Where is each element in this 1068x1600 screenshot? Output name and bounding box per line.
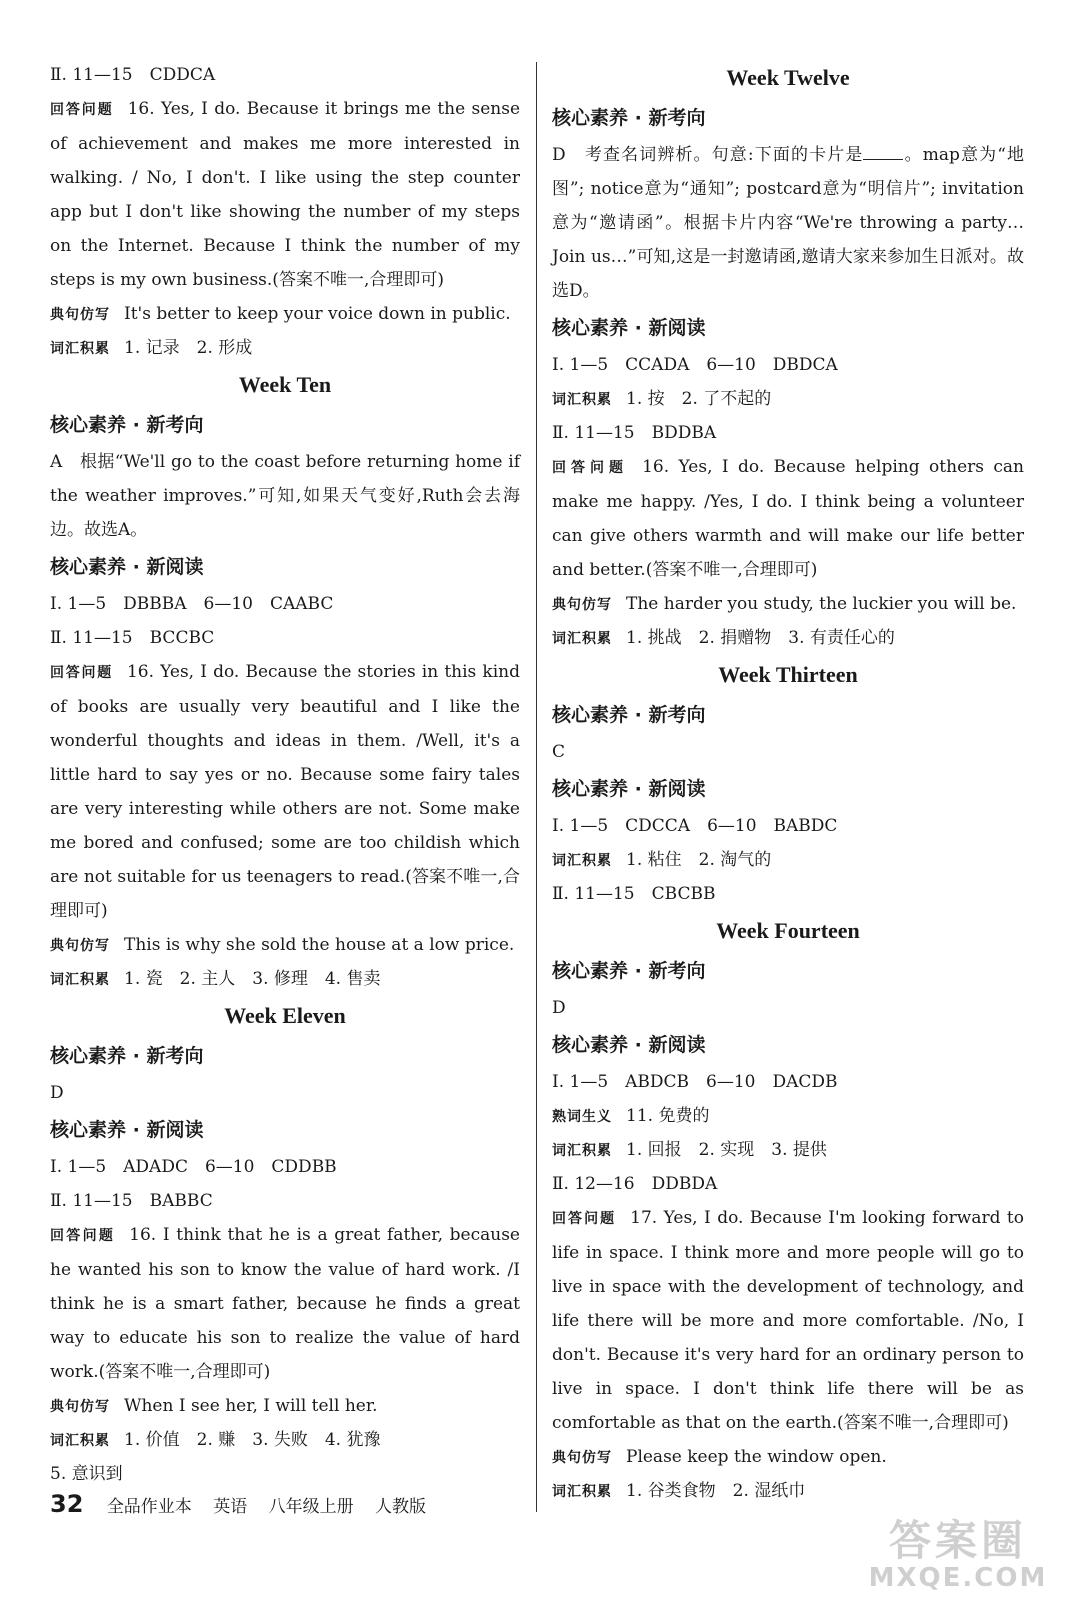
left-column xyxy=(50,58,520,1491)
column-divider xyxy=(536,62,537,1512)
answer-line: 词汇积累 1. 瓷 2. 主人 3. 修理 4. 售卖 xyxy=(50,969,381,989)
answer-tag: 回答问题 xyxy=(50,665,113,681)
section-heading: 核心素养 · 新阅读 xyxy=(50,556,204,578)
subject-label: 英语 xyxy=(213,1497,248,1517)
answer-line: C xyxy=(552,742,566,762)
answer-line: D xyxy=(552,998,566,1018)
week-heading: Week Twelve xyxy=(726,65,850,90)
answer-line: 词汇积累 1. 粘住 2. 淘气的 xyxy=(552,850,772,870)
answer-line: 典句仿写 This is why she sold the house at a low price. xyxy=(50,935,515,955)
answer-line: Ⅱ. 12—16 DDBDA xyxy=(552,1174,718,1194)
section-heading: 核心素养 · 新考向 xyxy=(552,960,706,982)
answer-paragraph: 回答问题 17. Yes, I do. Because I'm looking forward to life in space. I think more and more people will go to live in space with the development of technology, and life there will be more and more comfortable. /No, I don't. Because it's very hard for an ordinary person to live in space. I don't think life there will be as comfortable as that on the earth.(答案不唯一,合理即可) xyxy=(552,1208,1024,1433)
week-heading: Week Thirteen xyxy=(718,662,858,687)
book-title: 全品作业本 xyxy=(106,1497,192,1517)
answer-paragraph: D 考查名词辨析。句意:下面的卡片是 。map意为“地图”; notice意为“通知”; postcard意为“明信片”; invitation意为“邀请函”。根据卡片内容“We're throwing a party…Join us…”可知,这是一封邀请函,邀请大家来参加生日派对。故选D。 xyxy=(552,145,1024,301)
answer-line: 典句仿写 The harder you study, the luckier you will be. xyxy=(552,594,1017,614)
answer-line: Ⅱ. 11—15 BCCBC xyxy=(50,628,215,648)
answer-paragraph: 回答问题 16. Yes, I do. Because helping others can make me happy. /Yes, I do. I think being a volunteer can give others warmth and will make our life better and better.(答案不唯一,合理即可) xyxy=(552,457,1025,580)
answer-tag: 回答问题 xyxy=(50,102,114,118)
answer-line: 词汇积累 1. 挑战 2. 捐赠物 3. 有责任心的 xyxy=(552,628,895,648)
right-column xyxy=(552,58,1024,1508)
answer-line: Ⅱ. 11—15 CDDCA xyxy=(50,65,216,85)
answer-line: Ⅰ. 1—5 DBBBA 6—10 CAABC xyxy=(50,594,334,614)
answer-line: 5. 意识到 xyxy=(50,1464,123,1484)
answer-line: 熟词生义 11. 免费的 xyxy=(552,1106,710,1126)
section-heading: 核心素养 · 新考向 xyxy=(552,704,706,726)
answer-tag: 熟词生义 xyxy=(552,1109,612,1125)
section-heading: 核心素养 · 新考向 xyxy=(552,107,706,129)
answer-line: Ⅰ. 1—5 CCADA 6—10 DBDCA xyxy=(552,355,838,375)
answer-paragraph: A 根据“We'll go to the coast before returning home if the weather improves.”可知,如果天气变好,Ruth会去海边。故选A。 xyxy=(50,452,520,540)
page-number: 32 xyxy=(50,1490,84,1518)
section-heading: 核心素养 · 新考向 xyxy=(50,414,204,436)
section-heading: 核心素养 · 新阅读 xyxy=(552,778,706,800)
answer-tag: 典句仿写 xyxy=(50,938,110,954)
answer-line: 词汇积累 1. 记录 2. 形成 xyxy=(50,338,253,358)
week-heading: Week Fourteen xyxy=(716,918,860,943)
answer-line: Ⅰ. 1—5 ADADC 6—10 CDDBB xyxy=(50,1157,337,1177)
answer-tag: 典句仿写 xyxy=(50,307,110,323)
answer-tag: 词汇积累 xyxy=(552,392,612,408)
page-footer xyxy=(50,1488,442,1520)
answer-line: 词汇积累 1. 回报 2. 实现 3. 提供 xyxy=(552,1140,827,1160)
grade-label: 八年级上册 xyxy=(268,1497,354,1517)
section-heading: 核心素养 · 新阅读 xyxy=(552,1034,706,1056)
answer-tag: 回答问题 xyxy=(552,460,629,476)
edition-label: 人教版 xyxy=(375,1497,427,1517)
answer-line: Ⅰ. 1—5 CDCCA 6—10 BABDC xyxy=(552,816,838,836)
answer-tag: 典句仿写 xyxy=(552,1450,612,1466)
section-heading: 核心素养 · 新阅读 xyxy=(50,1119,204,1141)
answer-line: 词汇积累 1. 价值 2. 赚 3. 失败 4. 犹豫 xyxy=(50,1430,381,1450)
section-heading: 核心素养 · 新考向 xyxy=(50,1045,204,1067)
answer-line: Ⅱ. 11—15 CBCBB xyxy=(552,884,716,904)
answer-tag: 词汇积累 xyxy=(552,853,612,869)
answer-paragraph: 回答问题 16. Yes, I do. Because the stories in this kind of books are usually very beautiful and I like the wonderful thoughts and ideas in them. /Well, it's a little hard to say yes or no. Because some fairy tales are very interesting while others are not. Some make me bored and confused; some are too childish which are not suitable for us teenagers to read.(答案不唯一,合理即可) xyxy=(50,662,520,921)
answer-paragraph: 回答问题 16. I think that he is a great father, because he wanted his son to know the value of hard work. /I think he is a smart father, because he finds a great way to educate his son to realize the value of hard work.(答案不唯一,合理即可) xyxy=(50,1225,520,1382)
answer-line: 典句仿写 Please keep the window open. xyxy=(552,1447,887,1467)
week-heading: Week Ten xyxy=(238,372,332,397)
answer-tag: 典句仿写 xyxy=(552,597,612,613)
watermark xyxy=(858,1518,1058,1592)
answer-line: Ⅱ. 11—15 BABBC xyxy=(50,1191,213,1211)
answer-tag: 词汇积累 xyxy=(50,1433,110,1449)
answer-tag: 词汇积累 xyxy=(552,1484,612,1500)
answer-line: Ⅱ. 11—15 BDDBA xyxy=(552,423,717,443)
answer-line: Ⅰ. 1—5 ABDCB 6—10 DACDB xyxy=(552,1072,838,1092)
watermark-logo: 答案圈 xyxy=(888,1516,1027,1565)
answer-tag: 词汇积累 xyxy=(552,631,612,647)
answer-tag: 典句仿写 xyxy=(50,1399,110,1415)
watermark-url: MXQE.COM xyxy=(868,1563,1048,1593)
answer-line: 词汇积累 1. 按 2. 了不起的 xyxy=(552,389,772,409)
week-heading: Week Eleven xyxy=(224,1003,346,1028)
answer-line: 典句仿写 When I see her, I will tell her. xyxy=(50,1396,378,1416)
answer-line: 词汇积累 1. 谷类食物 2. 湿纸巾 xyxy=(552,1481,806,1501)
answer-line: 典句仿写 It's better to keep your voice down in public. xyxy=(50,304,511,324)
answer-tag: 词汇积累 xyxy=(50,972,110,988)
answer-line: D xyxy=(50,1083,64,1103)
answer-paragraph: 回答问题 16. Yes, I do. Because it brings me the sense of achievement and makes me more interested in walking. / No, I don't. I like using the step counter app but I don't like showing the number of my steps on the Internet. Because I think the number of my steps is my own business.(答案不唯一,合理即可) xyxy=(50,99,521,290)
fill-blank xyxy=(863,159,903,160)
section-heading: 核心素养 · 新阅读 xyxy=(552,317,706,339)
answer-tag: 词汇积累 xyxy=(50,341,110,357)
answer-tag: 回答问题 xyxy=(552,1211,617,1227)
answer-tag: 词汇积累 xyxy=(552,1143,612,1159)
answer-tag: 回答问题 xyxy=(50,1228,116,1244)
